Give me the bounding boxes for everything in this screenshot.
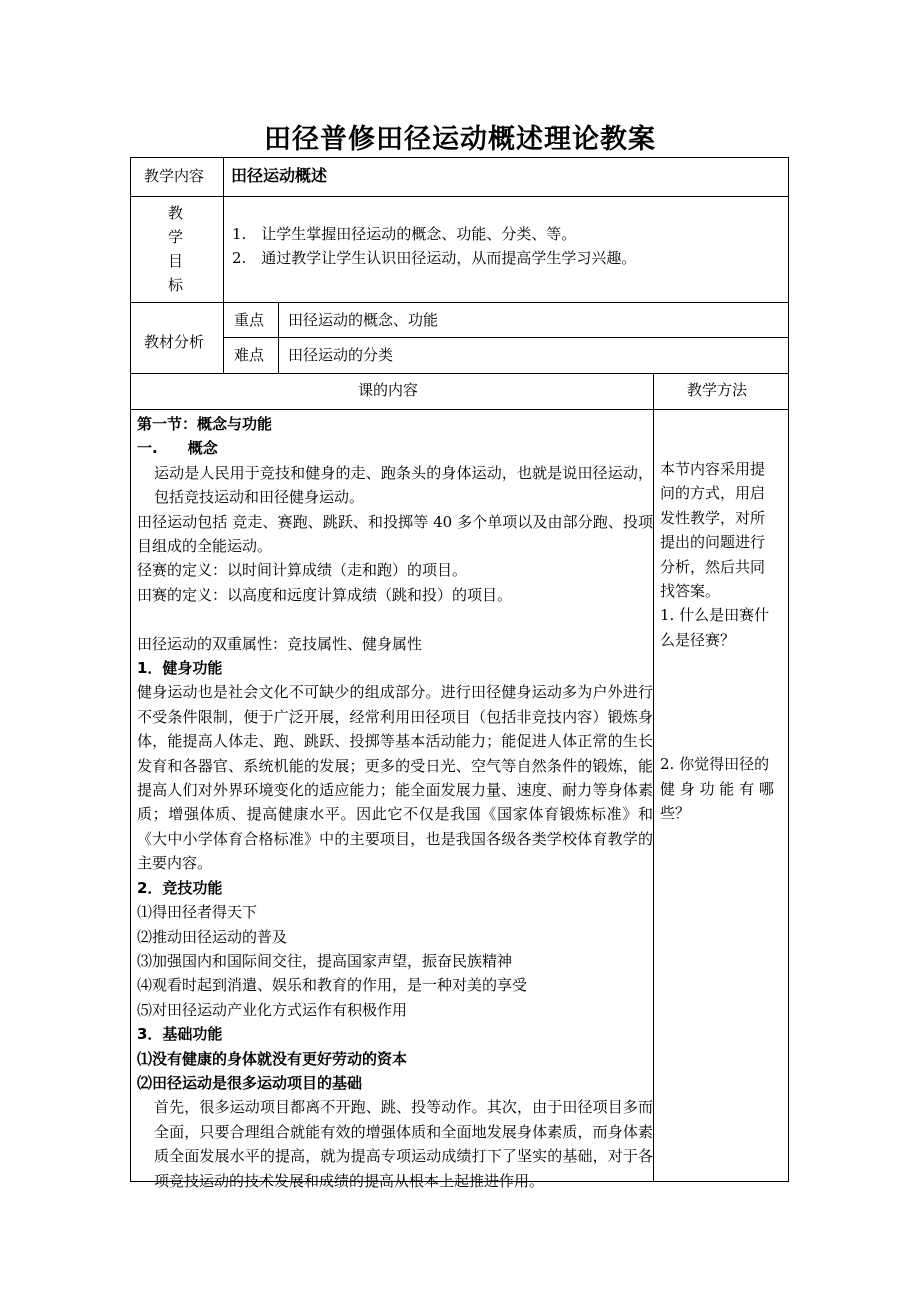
track-definition: 径赛的定义：以时间计算成绩（走和跑）的项目。 <box>137 561 468 580</box>
paragraph: 运动是人民用于竞技和健身的走、跑条头的身体运动，也就是说田径运动，包括竞技运动和田径健身运动。 <box>154 463 653 507</box>
question-line: 1. 什么是田赛什 <box>660 606 770 625</box>
teaching-method <box>660 457 785 825</box>
col-divider <box>278 302 279 374</box>
spacer <box>137 607 653 631</box>
page-title: 田径普修田径运动概述理论教案 <box>264 124 656 155</box>
key-point-label: 重点 <box>234 311 265 329</box>
goal-label-char: 学 <box>168 228 184 246</box>
list-item: ⑴没有健康的身体就没有更好劳动的资本 <box>137 1049 408 1068</box>
method-line: 找答案。 <box>660 582 721 601</box>
fitness-paragraph: 健身运动也是社会文化不可缺少的组成部分。进行田径健身运动多为户外进行不受条件限制，便于广泛开展，经常利用田径项目（包括非竞技内容）锻炼身体，能提高人体走、跑、跳跃、投掷等基本活动能力；能促进人体正常的生长发育和各器官、系统机能的发展；更多的受日光、空气等自然条件的锻炼，能提高人们对外界环境变化的适应能力；能全面发展力量、速度、耐力等身体素质；增强体质、提高健康水平。因此它不仅是我国《国家体育锻炼标准》和《大中小学体育合格标准》中的主要项目，也是我国各级各类学校体育教学的主要内容。 <box>137 683 653 873</box>
row-divider <box>130 196 789 197</box>
dual-attribute: 田径运动的双重属性：竞技属性、健身属性 <box>137 634 423 653</box>
analysis-label: 教材分析 <box>144 333 205 351</box>
compete-heading: 2．竞技功能 <box>137 878 223 897</box>
goal-label-char: 教 <box>168 204 184 222</box>
list-item: ⑸对田径运动产业化方式运作有积极作用 <box>137 1000 408 1019</box>
method-line: 分析，然后共同 <box>660 557 766 576</box>
row-divider <box>130 302 789 303</box>
basic-heading: 3．基础功能 <box>137 1025 223 1044</box>
field-definition: 田赛的定义：以高度和远度计算成绩（跳和投）的项目。 <box>137 585 513 604</box>
spacer <box>660 702 785 752</box>
list-item: ⑶加强国内和国际间交往，提高国家声望，振奋民族精神 <box>137 951 513 970</box>
list-item: ⑵田径运动是很多运动项目的基础 <box>137 1073 363 1092</box>
key-point-value: 田径运动的概念、功能 <box>288 311 439 329</box>
method-line: 发性教学，对所 <box>660 508 766 527</box>
content-value: 田径运动概述 <box>231 166 328 185</box>
column-header-content: 课的内容 <box>358 381 419 399</box>
spacer <box>660 652 785 702</box>
col-divider <box>653 373 654 1182</box>
question-line: 健 身 功 能 有 哪 <box>660 779 774 798</box>
list-item: ⑷观看时起到消遣、娱乐和教育的作用，是一种对美的享受 <box>137 976 528 995</box>
method-line: 提出的问题进行 <box>660 533 766 552</box>
method-line: 问的方式，用启 <box>660 484 766 503</box>
method-line: 本节内容采用提 <box>660 460 766 478</box>
list-item: ⑵推动田径运动的普及 <box>137 927 288 946</box>
question-line: 些？ <box>660 804 691 823</box>
col-divider <box>223 157 224 374</box>
column-header-method: 教学方法 <box>687 381 748 399</box>
row-divider <box>130 409 789 410</box>
list-item: ⑴得田径者得天下 <box>137 903 258 922</box>
goal-label-char: 目 <box>168 252 184 270</box>
question-line: 2. 你觉得田径的 <box>660 755 770 774</box>
difficult-point-label: 难点 <box>234 346 265 364</box>
paragraph: 田径运动包括 竞走、赛跑、跳跃、和投掷等 40 多个单项以及由部分跑、投项目组成的全能运动。 <box>137 512 653 556</box>
row-divider <box>130 373 789 374</box>
row-divider <box>223 337 789 338</box>
difficult-point-value: 田径运动的分类 <box>288 346 394 364</box>
goal-item: 1. 让学生掌握田径运动的概念、功能、分类、等。 <box>232 225 577 243</box>
section-title: 第一节：概念与功能 <box>137 415 273 433</box>
lesson-content <box>137 412 653 1193</box>
basic-paragraph: 首先，很多运动项目都离不开跑、跳、投等动作。其次，由于田径项目多而全面，只要合理组合就能有效的增强体质和全面地发展身体素质，而身体素质全面发展水平的提高，就为提高专项运动成绩打下了坚实的基础，对于各项竞技运动的技术发展和成绩的提高从根本上起推进作用。 <box>154 1098 653 1190</box>
content-label: 教学内容 <box>144 167 205 185</box>
question-line: 么是径赛？ <box>660 630 736 649</box>
goal-label-char: 标 <box>168 276 184 294</box>
fitness-heading: 1．健身功能 <box>137 659 223 678</box>
concept-heading: 一. 概念 <box>137 439 218 458</box>
goal-item: 2. 通过教学让学生认识田径运动，从而提高学生学习兴趣。 <box>232 249 637 267</box>
